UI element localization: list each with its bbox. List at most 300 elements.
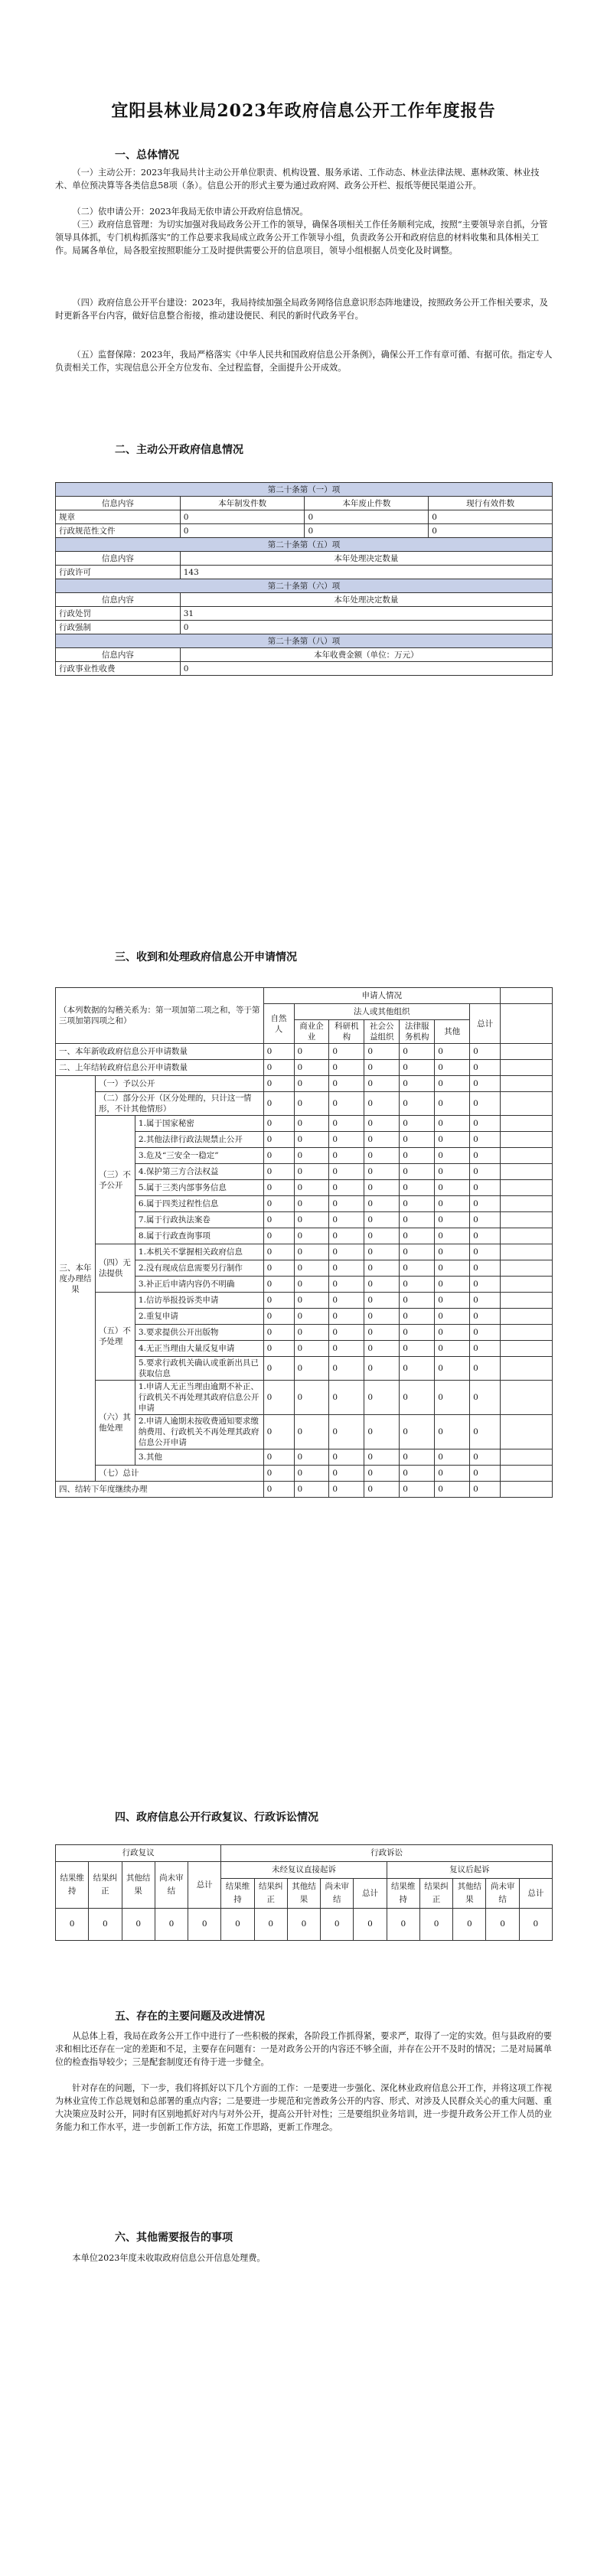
row-label: 行政处罚 (56, 607, 181, 621)
cell-value: 0 (470, 1325, 501, 1341)
cell-value: 0 (263, 1180, 294, 1196)
table-row (56, 1381, 553, 1415)
cell-value: 0 (329, 1277, 364, 1293)
row-label: 1.本机关不掌握相关政府信息 (135, 1244, 263, 1260)
table-row (56, 662, 553, 676)
cell-value: 0 (294, 1449, 329, 1466)
problems-paragraph-1: 从总体上看，我局在政务公开工作中进行了一些积极的探索，各阶段工作抓得紧，要求严，取得了一定的实效。但与县政府的要求和相比还存在一定的差距和不足，主要存在问题有：一是对政务公开的内容还不够全面，并存在公开不及时的情况；二是对局属单位的检查指导较少；三是配套制度还有待于进一步健全。 (55, 2031, 552, 2067)
col-header-total: 总计 (470, 1004, 501, 1044)
cell-value: 0 (329, 1060, 364, 1076)
cell-value: 0 (329, 1212, 364, 1228)
other-paragraph: 本单位2023年度未收取政府信息公开信息处理费。 (72, 2253, 266, 2263)
cell-value: 0 (263, 1212, 294, 1228)
cell-value: 0 (435, 1044, 470, 1060)
col-header: 总计 (354, 1879, 387, 1909)
cell-value: 0 (294, 1164, 329, 1180)
table-row (56, 524, 553, 538)
cell-value: 0 (254, 1909, 287, 1941)
cell-value: 0 (89, 1909, 122, 1941)
cell-value: 0 (263, 1325, 294, 1341)
overview-paragraph-1: （一）主动公开：2023年我局共计主动公开单位职责、机构设置、服务承诺、工作动态、林业法律法规、惠林政策、林业技术、单位预决算等各类信息58项（条）。信息公开的形式主要为通过政府网、政务公开栏、报纸等便民渠道公开。 (55, 168, 540, 191)
cell-value: 0 (364, 1228, 400, 1244)
table-head-art20-5: 第二十条第（五）项 (56, 538, 553, 552)
cell-value: 0 (56, 1909, 89, 1941)
col-header: 社会公益组织 (364, 1020, 400, 1044)
cell-value: 0 (400, 1212, 435, 1228)
empty-cell (501, 1116, 553, 1132)
cell-value: 0 (364, 1244, 400, 1260)
cell-value: 0 (180, 621, 552, 634)
col-header: 信息内容 (56, 552, 181, 566)
row-label: （二）部分公开（区分处理的，只计这一情形，不计其他情形） (95, 1092, 263, 1116)
cell-value: 0 (435, 1148, 470, 1164)
cell-value: 0 (263, 1309, 294, 1325)
cell-value: 0 (155, 1909, 188, 1941)
empty-cell (501, 1325, 553, 1341)
cell-value: 0 (364, 1164, 400, 1180)
overview-paragraph-5: （五）监督保障：2023年，我局严格落实《中华人民共和国政府信息公开条例》，确保公开工作有章可循、有据可依。指定专人负责相关工作，实现信息公开全方位发布、全过程监督，全面提升公开成效。 (55, 350, 553, 373)
cell-value: 0 (470, 1044, 501, 1060)
cell-value: 0 (294, 1260, 329, 1277)
row-label: 8.属于行政查询事项 (135, 1228, 263, 1244)
cell-value: 0 (294, 1277, 329, 1293)
cell-value: 0 (329, 1164, 364, 1180)
cell-value: 0 (519, 1909, 552, 1941)
cell-value: 0 (470, 1415, 501, 1449)
cell-value: 0 (329, 1044, 364, 1060)
cell-value: 0 (263, 1228, 294, 1244)
cell-value: 0 (400, 1228, 435, 1244)
cell-value: 0 (400, 1293, 435, 1309)
cell-value: 0 (364, 1132, 400, 1148)
cell-value: 0 (329, 1092, 364, 1116)
table-row (56, 1092, 553, 1116)
col-header: 本年废止件数 (305, 497, 429, 510)
cell-value: 0 (364, 1325, 400, 1341)
col-header: 信息内容 (56, 593, 181, 607)
col-header: 结果维持 (387, 1879, 419, 1909)
col-header: 结果纠正 (89, 1862, 122, 1909)
cell-value: 0 (287, 1909, 320, 1941)
cell-value: 0 (400, 1180, 435, 1196)
cell-value: 0 (364, 1260, 400, 1277)
cell-value: 0 (400, 1277, 435, 1293)
cell-value: 0 (400, 1381, 435, 1415)
overview-paragraph-4: （四）政府信息公开平台建设：2023年，我局持续加强全局政务网络信息意识形态阵地建设，按照政务公开工作相关要求，及时更新各平台内容，做好信息整合衔接，推动建设便民、利民的新时代政务平台。 (55, 298, 548, 321)
cell-value: 0 (400, 1164, 435, 1180)
empty-cell (501, 1092, 553, 1116)
cell-value: 0 (221, 1909, 254, 1941)
cell-value: 0 (435, 1277, 470, 1293)
cell-value: 0 (435, 1449, 470, 1466)
cell-value: 0 (364, 1482, 400, 1498)
cell-value: 0 (470, 1293, 501, 1309)
cell-value: 0 (294, 1044, 329, 1060)
cell-value: 0 (294, 1466, 329, 1482)
cell-value: 0 (364, 1060, 400, 1076)
cell-value: 0 (364, 1076, 400, 1092)
cell-value: 0 (435, 1466, 470, 1482)
empty-cell (501, 1341, 553, 1357)
cell-value: 0 (294, 1357, 329, 1381)
row-label: 5.属于三类内部事务信息 (135, 1180, 263, 1196)
cell-value: 0 (305, 524, 429, 538)
table-row (56, 607, 553, 621)
cell-value: 0 (470, 1341, 501, 1357)
col-header: 本年处理决定数量 (180, 552, 552, 566)
requests-table (55, 987, 553, 1498)
cell-value: 0 (470, 1309, 501, 1325)
cell-value: 0 (470, 1164, 501, 1180)
row-label: 6.属于四类过程性信息 (135, 1196, 263, 1212)
col-header: 结果纠正 (254, 1879, 287, 1909)
table-row (56, 1482, 553, 1498)
cell-value: 0 (294, 1381, 329, 1415)
cell-value: 0 (486, 1909, 519, 1941)
row-label: 2.其他法律行政法规禁止公开 (135, 1132, 263, 1148)
cell-value: 0 (470, 1466, 501, 1482)
cell-value: 0 (364, 1466, 400, 1482)
cell-value: 0 (400, 1060, 435, 1076)
cell-value: 0 (263, 1449, 294, 1466)
cell-value: 0 (435, 1357, 470, 1381)
section-heading-problems: 五、存在的主要问题及改进情况 (115, 2010, 265, 2023)
cell-value: 0 (294, 1132, 329, 1148)
cell-value: 0 (470, 1212, 501, 1228)
cell-value: 0 (435, 1060, 470, 1076)
empty-cell (501, 1180, 553, 1196)
cell-value: 0 (294, 1180, 329, 1196)
table-row (56, 566, 553, 579)
empty-cell (501, 1060, 553, 1076)
empty-cell (501, 1164, 553, 1180)
empty-cell (501, 1309, 553, 1325)
col-header: 尚未审结 (155, 1862, 188, 1909)
cell-value: 0 (364, 1449, 400, 1466)
cell-value: 0 (435, 1244, 470, 1260)
cell-value: 0 (263, 1148, 294, 1164)
row-label: 2.重复申请 (135, 1309, 263, 1325)
cell-value: 0 (294, 1228, 329, 1244)
empty-cell (501, 1260, 553, 1277)
page-title: 宜阳县林业局2023年政府信息公开工作年度报告 (111, 101, 496, 121)
cell-value: 0 (263, 1277, 294, 1293)
cell-value: 0 (400, 1116, 435, 1132)
cell-value: 0 (470, 1244, 501, 1260)
table-row (56, 1076, 553, 1092)
cell-value: 0 (400, 1076, 435, 1092)
cell-value: 0 (400, 1325, 435, 1341)
cell-value: 0 (364, 1196, 400, 1212)
cell-value: 0 (294, 1060, 329, 1076)
row-label: 1.属于国家秘密 (135, 1116, 263, 1132)
row-label: 一、本年新收政府信息公开申请数量 (56, 1044, 264, 1060)
cell-value: 0 (435, 1415, 470, 1449)
row-label: （七）总计 (95, 1466, 263, 1482)
cell-value: 0 (470, 1180, 501, 1196)
cell-value: 0 (470, 1076, 501, 1092)
cell-value: 0 (263, 1381, 294, 1415)
empty-cell (501, 1004, 553, 1044)
cell-value: 0 (470, 1132, 501, 1148)
cell-value: 0 (263, 1164, 294, 1180)
cell-value: 0 (263, 1293, 294, 1309)
row-group-label: 三、本年度办理结果 (56, 1076, 96, 1482)
cell-value: 0 (435, 1116, 470, 1132)
cell-value: 0 (435, 1228, 470, 1244)
cell-value: 0 (263, 1341, 294, 1357)
cell-value: 0 (263, 1466, 294, 1482)
row-group-label: （三）不予公开 (95, 1116, 135, 1244)
empty-cell (501, 1148, 553, 1164)
table-row (56, 1909, 553, 1941)
cell-value: 0 (329, 1357, 364, 1381)
empty-cell (501, 988, 553, 1004)
row-label: 2.申请人逾期未按收费通知要求缴纳费用、行政机关不再处理其政府信息公开申请 (135, 1415, 263, 1449)
table-head-art20-1: 第二十条第（一）项 (56, 483, 553, 497)
cell-value: 0 (470, 1482, 501, 1498)
cell-value: 0 (329, 1260, 364, 1277)
cell-value: 0 (294, 1415, 329, 1449)
col-header: 结果维持 (56, 1862, 89, 1909)
col-header: 总计 (188, 1862, 221, 1909)
cell-value: 0 (263, 1196, 294, 1212)
row-label: 7.属于行政执法案卷 (135, 1212, 263, 1228)
cell-value: 0 (470, 1381, 501, 1415)
cell-value: 0 (400, 1044, 435, 1060)
cell-value: 0 (263, 1357, 294, 1381)
note-cell: （本列数据的勾稽关系为：第一项加第二项之和，等于第三项加第四项之和） (56, 988, 264, 1044)
cell-value: 0 (122, 1909, 155, 1941)
empty-cell (501, 1357, 553, 1381)
empty-cell (501, 1212, 553, 1228)
empty-cell (501, 1196, 553, 1212)
cell-value: 0 (435, 1196, 470, 1212)
cell-value: 0 (180, 662, 552, 676)
cell-value: 0 (329, 1293, 364, 1309)
table-row (56, 1116, 553, 1132)
empty-cell (501, 1132, 553, 1148)
cell-value: 0 (329, 1076, 364, 1092)
cell-value: 0 (329, 1341, 364, 1357)
cell-value: 0 (435, 1132, 470, 1148)
cell-value: 0 (470, 1449, 501, 1466)
cell-value: 0 (435, 1293, 470, 1309)
row-label: 1.申请人无正当理由逾期不补正、行政机关不再处理其政府信息公开申请 (135, 1381, 263, 1415)
cell-value: 0 (180, 524, 305, 538)
cell-value: 0 (329, 1482, 364, 1498)
empty-cell (501, 1381, 553, 1415)
row-label: 3.危及“三安全一稳定” (135, 1148, 263, 1164)
cell-value: 31 (180, 607, 552, 621)
not-reviewed-header: 未经复议直接起诉 (221, 1862, 387, 1879)
cell-value: 0 (400, 1260, 435, 1277)
row-group-label: （五）不予处理 (95, 1293, 135, 1381)
row-label: 行政规范性文件 (56, 524, 181, 538)
cell-value: 0 (364, 1277, 400, 1293)
cell-value: 0 (294, 1325, 329, 1341)
cell-value: 0 (429, 510, 553, 524)
col-header: 本年处理决定数量 (180, 593, 552, 607)
row-label: 行政事业性收费 (56, 662, 181, 676)
col-header: 其他结果 (287, 1879, 320, 1909)
cell-value: 0 (263, 1092, 294, 1116)
empty-cell (501, 1293, 553, 1309)
cell-value: 0 (329, 1180, 364, 1196)
empty-cell (501, 1415, 553, 1449)
cell-value: 0 (305, 510, 429, 524)
row-label: 3.要求提供公开出版物 (135, 1325, 263, 1341)
row-label: 2.没有现成信息需要另行制作 (135, 1260, 263, 1277)
applicant-header: 申请人情况 (263, 988, 500, 1004)
cell-value: 0 (400, 1092, 435, 1116)
cell-value: 0 (364, 1341, 400, 1357)
cell-value: 0 (180, 510, 305, 524)
admin-review-header: 行政复议 (56, 1845, 221, 1862)
cell-value: 0 (435, 1381, 470, 1415)
col-header: 科研机构 (329, 1020, 364, 1044)
cell-value: 0 (294, 1482, 329, 1498)
row-label: 行政许可 (56, 566, 181, 579)
cell-value: 0 (400, 1482, 435, 1498)
cell-value: 0 (364, 1116, 400, 1132)
cell-value: 0 (329, 1466, 364, 1482)
table-row (56, 1060, 553, 1076)
cell-value: 0 (294, 1293, 329, 1309)
cell-value: 0 (400, 1132, 435, 1148)
col-header-natural: 自然人 (263, 1004, 294, 1044)
cell-value: 0 (294, 1244, 329, 1260)
cell-value: 0 (329, 1132, 364, 1148)
col-header: 结果维持 (221, 1879, 254, 1909)
row-label: 5.要求行政机关确认或重新出具已获取信息 (135, 1357, 263, 1381)
col-header: 商业企业 (294, 1020, 329, 1044)
problems-paragraph-2: 针对存在的问题，下一步，我们将抓好以下几个方面的工作：一是要进一步强化、深化林业政府信息公开工作，并将这项工作视为林业宣传工作总规划和总部署的重点内容；二是要进一步规范和完善政务公开的内容、形式、对涉及人民群众关心的重大问题、重大决策应及时公开，同时有区别地抓好对内与对外公开，提高公开针对性；三是要组织业务培训，进一步提升政务公开工作人员的业务能力和工作水平，进一步创新工作方法，拓宽工作思路，更新工作理念。 (55, 2083, 552, 2132)
row-label: 1.信访举报投诉类申请 (135, 1293, 263, 1309)
cell-value: 0 (294, 1341, 329, 1357)
cell-value: 0 (329, 1449, 364, 1466)
cell-value: 0 (470, 1148, 501, 1164)
cell-value: 0 (435, 1482, 470, 1498)
cell-value: 0 (364, 1092, 400, 1116)
cell-value: 0 (435, 1180, 470, 1196)
cell-value: 0 (429, 524, 553, 538)
col-header: 结果纠正 (419, 1879, 452, 1909)
cell-value: 0 (435, 1260, 470, 1277)
cell-value: 0 (263, 1076, 294, 1092)
cell-value: 0 (329, 1325, 364, 1341)
cell-value: 0 (263, 1132, 294, 1148)
empty-cell (501, 1277, 553, 1293)
empty-cell (501, 1482, 553, 1498)
overview-paragraph-3: （三）政府信息管理：为切实加强对我局政务公开工作的领导，确保各项相关工作任务顺利完成，按照“主要领导亲自抓，分管领导具体抓，专门机构抓落实”的工作总要求我局成立政务公开工作领导小组，负责政务公开和政府信息的材料收集和具体相关工作。局属各单位，局各股室按照职能分工及时提供需要公开的信息项目，领导小组根据人员变化及时调整。 (55, 220, 548, 256)
cell-value: 0 (400, 1196, 435, 1212)
cell-value: 0 (435, 1212, 470, 1228)
cell-value: 0 (435, 1309, 470, 1325)
empty-cell (501, 1076, 553, 1092)
cell-value: 0 (364, 1212, 400, 1228)
cell-value: 0 (263, 1044, 294, 1060)
col-header: 尚未审结 (486, 1879, 519, 1909)
cell-value: 0 (400, 1341, 435, 1357)
col-header: 信息内容 (56, 497, 181, 510)
col-header: 其他结果 (453, 1879, 486, 1909)
cell-value: 0 (470, 1228, 501, 1244)
cell-value: 0 (329, 1244, 364, 1260)
section-heading-requests: 三、收到和处理政府信息公开申请情况 (115, 951, 297, 964)
empty-cell (501, 1044, 553, 1060)
cell-value: 0 (263, 1116, 294, 1132)
cell-value: 0 (364, 1357, 400, 1381)
table-row (56, 510, 553, 524)
cell-value: 0 (263, 1244, 294, 1260)
cell-value: 0 (470, 1092, 501, 1116)
cell-value: 0 (364, 1293, 400, 1309)
section-heading-active-disclosure: 二、主动公开政府信息情况 (115, 444, 243, 456)
cell-value: 0 (354, 1909, 387, 1941)
cell-value: 0 (294, 1092, 329, 1116)
cell-value: 0 (329, 1309, 364, 1325)
section-heading-overview: 一、总体情况 (115, 149, 179, 161)
cell-value: 0 (470, 1357, 501, 1381)
active-disclosure-table (55, 482, 553, 676)
cell-value: 0 (435, 1164, 470, 1180)
cell-value: 0 (435, 1341, 470, 1357)
col-header: 本年收费金额（单位：万元） (180, 648, 552, 662)
cell-value: 0 (400, 1244, 435, 1260)
row-label: 3.其他 (135, 1449, 263, 1466)
cell-value: 0 (419, 1909, 452, 1941)
admin-litigation-header: 行政诉讼 (221, 1845, 553, 1862)
cell-value: 0 (294, 1212, 329, 1228)
cell-value: 0 (400, 1357, 435, 1381)
table-head-art20-8: 第二十条第（八）项 (56, 634, 553, 648)
table-row (56, 1244, 553, 1260)
col-header: 本年制发件数 (180, 497, 305, 510)
cell-value: 0 (329, 1148, 364, 1164)
cell-value: 0 (329, 1228, 364, 1244)
cell-value: 0 (364, 1148, 400, 1164)
cell-value: 0 (364, 1180, 400, 1196)
cell-value: 0 (470, 1277, 501, 1293)
cell-value: 0 (294, 1309, 329, 1325)
cell-value: 0 (294, 1076, 329, 1092)
col-header: 现行有效件数 (429, 497, 553, 510)
empty-cell (501, 1449, 553, 1466)
cell-value: 0 (470, 1060, 501, 1076)
row-label: 四、结转下年度继续办理 (56, 1482, 264, 1498)
empty-cell (501, 1466, 553, 1482)
cell-value: 0 (263, 1482, 294, 1498)
row-label: 4.保护第三方合法权益 (135, 1164, 263, 1180)
cell-value: 0 (400, 1148, 435, 1164)
cell-value: 0 (453, 1909, 486, 1941)
row-label: （一）予以公开 (95, 1076, 263, 1092)
row-group-label: （六）其他处理 (95, 1381, 135, 1466)
col-header: 信息内容 (56, 648, 181, 662)
cell-value: 0 (329, 1116, 364, 1132)
cell-value: 0 (400, 1415, 435, 1449)
cell-value: 0 (321, 1909, 354, 1941)
cell-value: 0 (435, 1076, 470, 1092)
row-label: 规章 (56, 510, 181, 524)
row-label: 3.补正后申请内容仍不明确 (135, 1277, 263, 1293)
row-label: 4.无正当理由大量反复申请 (135, 1341, 263, 1357)
row-label: 行政强制 (56, 621, 181, 634)
cell-value: 0 (435, 1092, 470, 1116)
cell-value: 0 (263, 1260, 294, 1277)
review-litigation-table (55, 1844, 553, 1941)
